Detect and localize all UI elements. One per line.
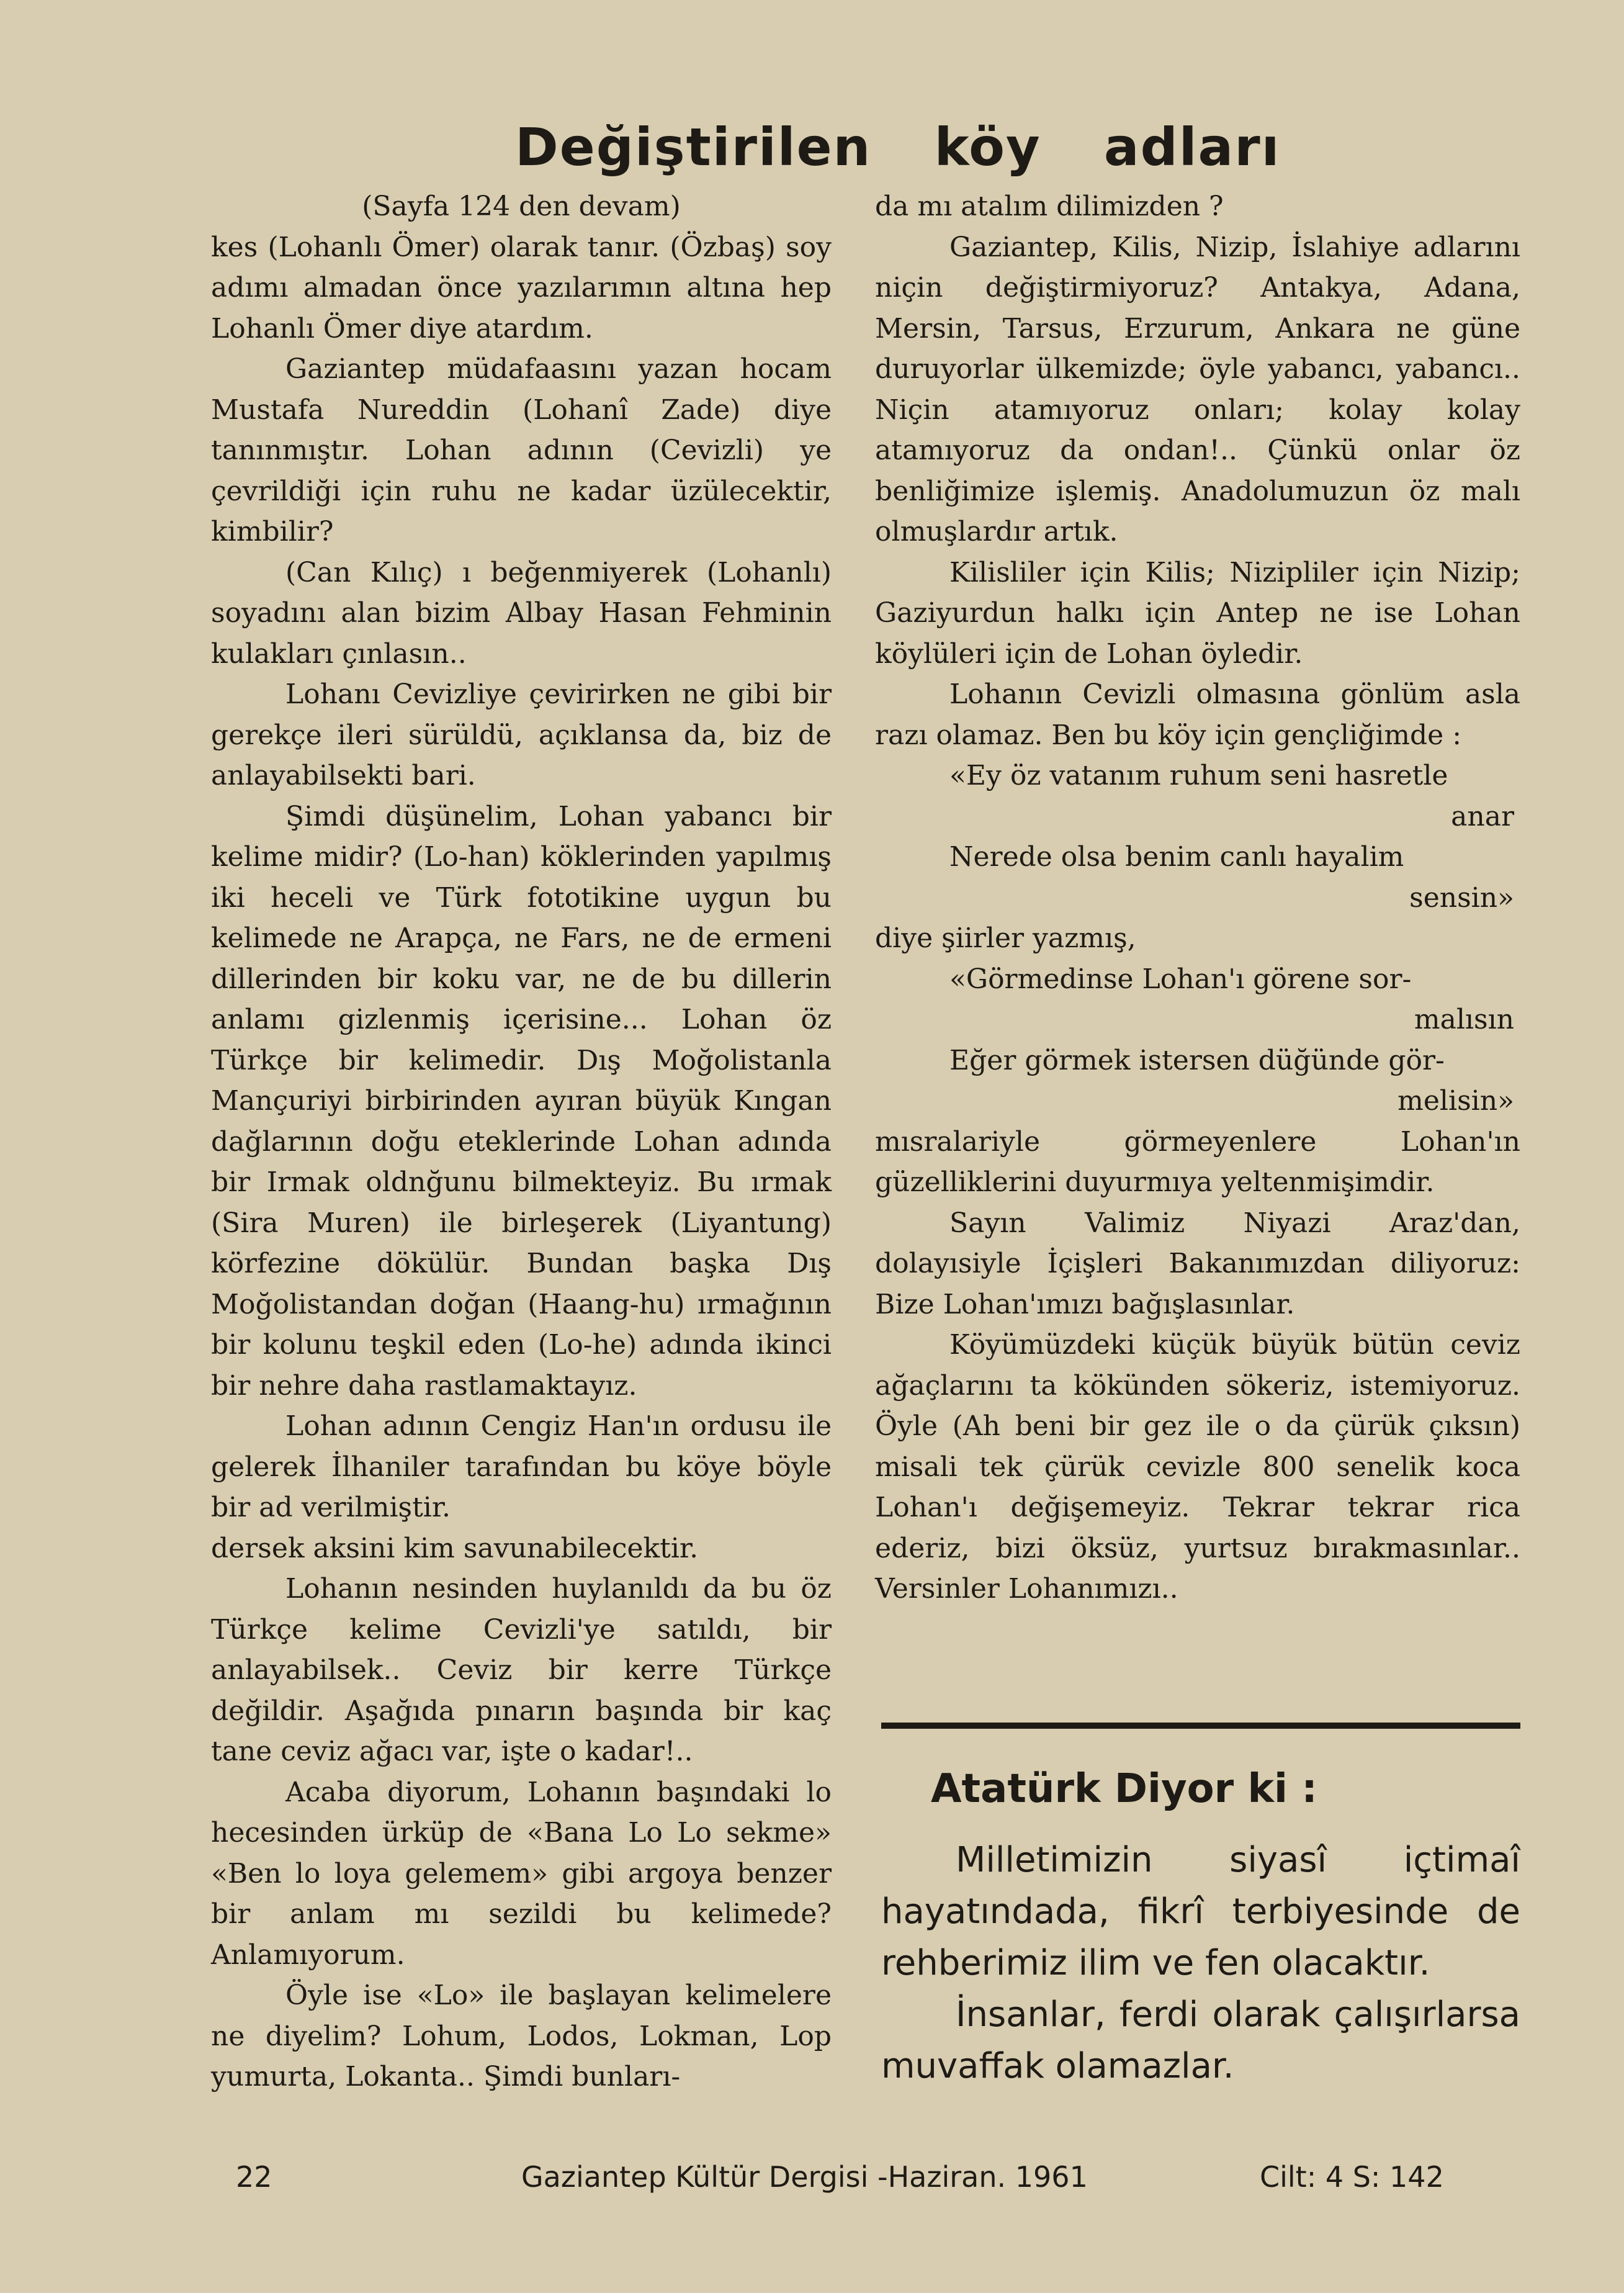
paragraph: kes (Lohanlı Ömer) olarak tanır. (Özbaş) soy adımı almadan önce yazılarımın altına hep Lohanlı Ömer diye atardım. [211,231,832,345]
paragraph: dersek aksini kim savunabilecektir. [211,1532,699,1564]
verse-line: melisin» [1397,1085,1514,1117]
paragraph: (Can Kılıç) ı beğenmiyerek (Lohanlı) soyadını alan bizim Albay Hasan Fehminin kulakları çınlasın.. [211,556,832,670]
poem-verse-1 [875,755,1520,918]
page-number: 22 [236,2160,272,2194]
paragraph: Lohan adının Cengiz Han'ın ordusu ile gelerek İlhaniler tarafından bu köye böyle bir ad verilmiştir. [211,1410,832,1523]
verse-line: Eğer görmek istersen düğünde gör- [949,1044,1445,1076]
verse-line: «Görmedinse Lohan'ı görene sor- [949,963,1412,995]
paragraph: da mı atalım dilimizden ? [875,191,1224,222]
paragraph: Öyle ise «Lo» ile başlayan kelimelere ne diyelim? Lohum, Lodos, Lokman, Lop yumurta, Lokanta.. Şimdi bunları- [211,1980,832,2093]
verse-line: malısın [1414,1004,1514,1035]
paragraph: Köyümüzdeki küçük büyük bütün ceviz ağaçlarını ta kökünden sökeriz, istemiyoruz. Öyle (Ah beni bir gez ile o da çürük çıksın) misali tek çürük cevizle 800 senelik koca Lohan'ı değişemeyiz. Tekrar tekrar rica ederiz, bizi öksüz, yurtsuz bırakmasınlar.. Versinler Lohanımızı.. [875,1329,1520,1605]
quote-paragraph: İnsanlar, ferdi olarak çalışırlarsa muvaffak olamazlar. [881,1994,1520,2086]
journal-info: Gaziantep Kültür Dergisi -Haziran. 1961 [521,2160,1088,2194]
quote-paragraph: Milletimizin siyasî içtimaî hayatındada, fikrî terbiyesinde de rehberimiz ilim ve fen olacaktır. [881,1840,1520,1983]
right-column-top [875,186,1520,755]
quote-box-text [881,1834,1520,2092]
verse-line: Nerede olsa benim canlı hayalim [949,841,1404,873]
verse-line: anar [1451,800,1514,832]
paragraph: Lohanı Cevizliye çevirirken ne gibi bir gerekçe ileri sürüldü, açıklansa da, biz de anlayabilsekti bari. [211,678,832,791]
paragraph: Sayın Valimiz Niyazi Araz'dan, dolayısiyle İçişleri Bakanımızdan diliyoruz: Bize Lohan'ımızı bağışlasınlar. [875,1207,1520,1320]
paragraph: Gaziantep müdafaasını yazan hocam Mustafa Nureddin (Lohanî Zade) diye tanınmıştır. Lohan adının (Cevizli) ye çevrildiği için ruhu ne kadar üzülecektir, kimbilir? [211,353,832,547]
right-column [875,186,1520,1610]
verse-line: sensin» [1409,881,1514,914]
paragraph: (Sayfa 124 den devam) [362,191,681,222]
paragraph: Lohanın Cevizli olmasına gönlüm asla razı olamaz. Ben bu köy için gençliğimde : [875,678,1520,751]
left-column [211,186,832,2097]
poem-verse-2 [875,959,1520,1122]
paragraph: Lohanın nesinden huylanıldı da bu öz Türkçe kelime Cevizli'ye satıldı, bir anlayabilsek.. Ceviz bir kerre Türkçe değildir. Aşağıda pınarın başında bir kaç tane ceviz ağacı var, işte o kadar!.. [211,1573,832,1767]
quote-box-title: Atatürk Diyor ki : [931,1766,1317,1812]
volume-info: Cilt: 4 S: 142 [1260,2160,1444,2194]
right-column-bottom [875,1122,1520,1610]
paragraph: Gaziantep, Kilis, Nizip, İslahiye adlarını niçin değiştirmiyoruz? Antakya, Adana, Mersin, Tarsus, Erzurum, Ankara ne güne duruyorlar ülkemizde; öyle yabancı, yabancı.. Niçin atamıyoruz onları; kolay kolay atamıyoruz da ondan!.. Çünkü onlar öz benliğimize işlemiş. Anadolumuzun öz malı olmuşlardır artık. [875,231,1520,547]
paragraph: mısralariyle görmeyenlere Lohan'ın güzelliklerini duyurmıya yeltenmişimdir. [875,1125,1520,1198]
article-title: Değiştirilen köy adları [515,117,1281,178]
paragraph: diye şiirler yazmış, [875,922,1136,954]
paragraph: Acaba diyorum, Lohanın başındaki lo hecesinden ürküp de «Bana Lo Lo sekme» «Ben lo loya gelemem» gibi argoya benzer bir anlam mı sezildi bu kelimede? Anlamıyorum. [211,1776,832,1971]
paragraph: Kilisliler için Kilis; Nizipliler için Nizip; Gaziyurdun halkı için Antep ne ise Lohan köylüleri için de Lohan öyledir. [875,556,1520,670]
paragraph: Şimdi düşünelim, Lohan yabancı bir kelime midir? (Lo-han) köklerinden yapılmış iki heceli ve Türk fototikine uygun bu kelimede ne Arapça, ne Fars, ne de ermeni dillerinden bir koku var, ne de bu dillerin anlamı gizlenmiş içerisine... Lohan öz Türkçe bir kelimedir. Dış Moğolistanla Mançuriyi birbirinden ayıran büyük Kıngan dağlarının doğu eteklerinde Lohan adında bir Irmak oldnğunu bilmekteyiz. Bu ırmak (Sira Muren) ile birleşerek (Liyantung) körfezine dökülür. Bundan başka Dış Moğolistandan doğan (Haang-hu) ırmağının bir kolunu teşkil eden (Lo-he) adında ikinci bir nehre daha rastlamaktayız. [211,800,832,1402]
divider-rule [881,1723,1520,1729]
verse-line: «Ey öz vatanım ruhum seni hasretle [949,760,1448,791]
